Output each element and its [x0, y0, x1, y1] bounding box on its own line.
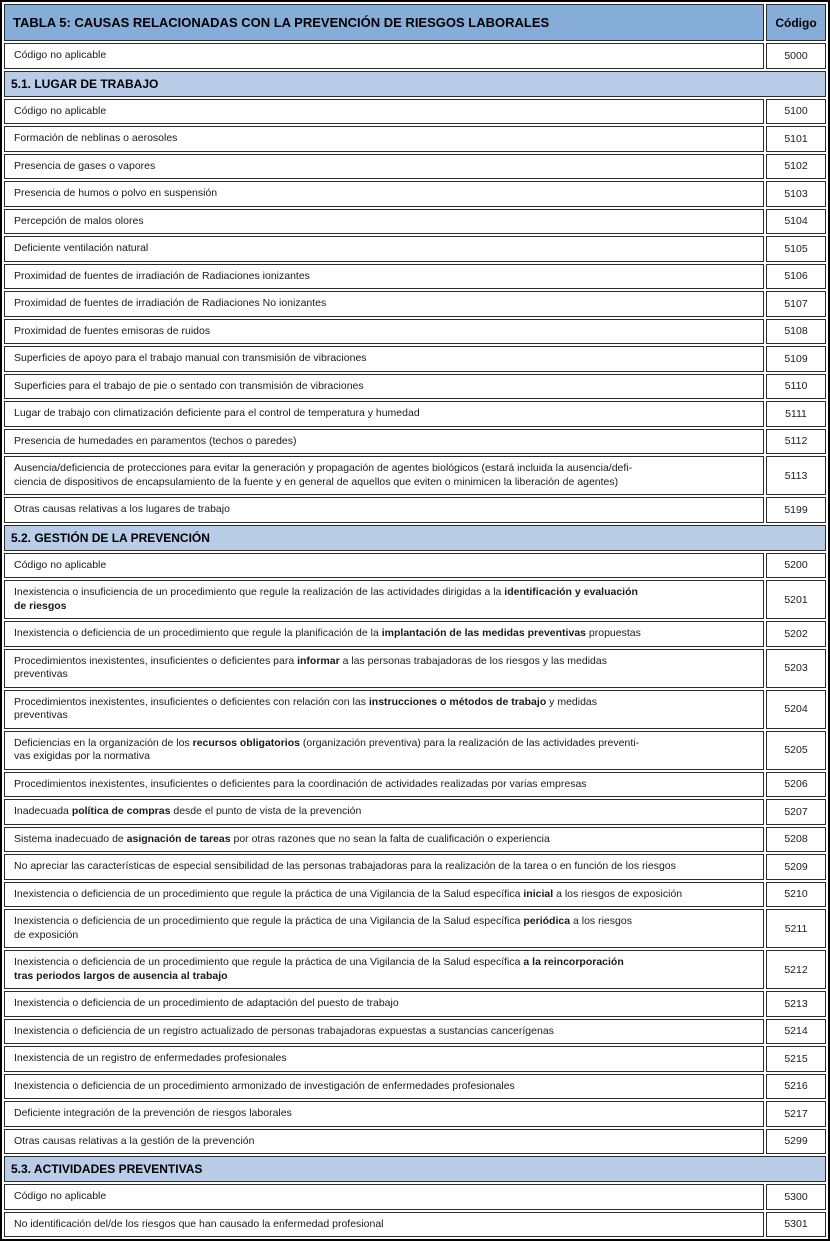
cause-text: Lugar de trabajo con climatización deficiente para el control de temperatura y humedad	[14, 407, 420, 419]
cause-text: Superficies de apoyo para el trabajo manual con transmisión de vibraciones	[14, 352, 367, 364]
cause-text: Deficiente integración de la prevención de riesgos laborales	[14, 1107, 292, 1119]
cause-text: Proximidad de fuentes de irradiación de Radiaciones ionizantes	[14, 269, 310, 282]
table-row	[4, 731, 826, 770]
cause-cell	[4, 621, 764, 647]
table-row	[4, 827, 826, 853]
cause-cell	[4, 1212, 764, 1238]
code-cell: 5300	[766, 1184, 826, 1210]
code-cell: 5105	[766, 236, 826, 262]
table-row	[4, 799, 826, 825]
cause-text: Inexistencia o deficiencia de un procedimiento que regule la práctica de una Vigilancia de la Salud específica	[14, 887, 524, 900]
table-row	[4, 882, 826, 908]
table-row	[4, 154, 826, 180]
cause-cell	[4, 497, 764, 523]
table-row	[4, 690, 826, 729]
cause-text: y medidas	[546, 695, 598, 708]
cause-cell	[4, 209, 764, 235]
cause-text-bold: tras periodos largos de ausencia al trabajo	[14, 969, 228, 982]
table-row	[4, 553, 826, 579]
code-cell: 5208	[766, 827, 826, 853]
cause-text: Procedimientos inexistentes, insuficientes o deficientes con relación con las	[14, 695, 369, 708]
cause-cell	[4, 1184, 764, 1210]
cause-cell	[4, 580, 764, 619]
table-row	[4, 1184, 826, 1210]
code-cell: 5101	[766, 126, 826, 152]
cause-text: a los riesgos	[570, 915, 632, 927]
cause-text: propuestas	[586, 627, 641, 639]
table-row	[4, 1019, 826, 1045]
cause-text: por otras razones que no sean la falta de cualificación o experiencia	[230, 832, 550, 845]
cause-text: Código no aplicable	[14, 104, 107, 117]
code-cell: 5108	[766, 319, 826, 345]
cause-text: Deficiencias en la organización de los	[14, 736, 193, 749]
cause-text-bold: implantación de las medidas preventivas	[381, 627, 586, 639]
cause-cell	[4, 991, 764, 1017]
cause-text: Inexistencia o deficiencia de un procedimiento que regule la planificación de la	[14, 627, 382, 639]
cause-text: preventivas	[14, 668, 68, 680]
table-row	[4, 99, 826, 125]
cause-cell	[4, 319, 764, 345]
cause-text: Sistema inadecuado de	[14, 832, 127, 845]
section-label: 5.1. LUGAR DE TRABAJO	[4, 71, 826, 97]
table-row	[4, 43, 826, 69]
code-cell: 5211	[766, 909, 826, 948]
code-cell: 5200	[766, 553, 826, 579]
cause-text: Procedimientos inexistentes, insuficientes o deficientes para	[14, 654, 298, 667]
code-cell: 5000	[766, 43, 826, 69]
cause-text: a las personas trabajadoras de los riesgos y las medidas	[339, 654, 607, 667]
cause-text: Código no aplicable	[14, 49, 107, 61]
cause-cell	[4, 456, 764, 495]
cause-text: a los riesgos de exposición	[553, 887, 683, 900]
cause-cell	[4, 772, 764, 798]
code-cell: 5207	[766, 799, 826, 825]
code-cell: 5100	[766, 99, 826, 125]
code-cell: 5206	[766, 772, 826, 798]
table-row	[4, 1074, 826, 1100]
table-header	[4, 4, 826, 41]
table-row	[4, 346, 826, 372]
cause-cell	[4, 909, 764, 948]
code-cell: 5109	[766, 346, 826, 372]
cause-cell	[4, 401, 764, 427]
cause-text: Proximidad de fuentes emisoras de ruidos	[14, 324, 211, 337]
cause-cell	[4, 126, 764, 152]
cause-cell	[4, 43, 764, 69]
cause-cell	[4, 731, 764, 770]
table-row	[4, 909, 826, 948]
cause-text: Inadecuada	[14, 805, 72, 817]
table-row	[4, 497, 826, 523]
cause-text: Inexistencia o deficiencia de un procedimiento que regule la práctica de una Vigilancia de la Salud específica	[14, 915, 524, 927]
cause-text-bold: instrucciones o métodos de trabajo	[368, 695, 547, 708]
cause-cell	[4, 99, 764, 125]
cause-cell	[4, 291, 764, 317]
cause-cell	[4, 374, 764, 400]
cause-text: (organización preventiva) para la realización de las actividades preventi-	[299, 736, 640, 749]
cause-text: Inexistencia o insuficiencia de un procedimiento que regule la realización de las actividades dirigidas a la	[14, 586, 505, 598]
table-row	[4, 401, 826, 427]
cause-text: No identificación del/de los riesgos que han causado la enfermedad profesional	[14, 1217, 384, 1230]
cause-text: Procedimientos inexistentes, insuficientes o deficientes para la coordinación de actividades realizadas por varias empresas	[14, 777, 587, 790]
cause-text: Presencia de humedades en paramentos (techos o paredes)	[14, 434, 297, 447]
table-row	[4, 291, 826, 317]
cause-text-bold: de riesgos	[14, 599, 67, 612]
cause-text: vas exigidas por la normativa	[14, 750, 150, 762]
code-cell: 5215	[766, 1046, 826, 1072]
code-cell: 5301	[766, 1212, 826, 1238]
cause-text: Inexistencia o deficiencia de un procedimiento que regule la práctica de una Vigilancia de la Salud específica	[14, 956, 524, 968]
table-row	[4, 126, 826, 152]
table-row	[4, 991, 826, 1017]
cause-cell	[4, 1074, 764, 1100]
table-title: TABLA 5: CAUSAS RELACIONADAS CON LA PREVENCIÓN DE RIESGOS LABORALES	[4, 4, 764, 41]
cause-text-bold: a la reincorporación	[523, 956, 624, 968]
table-row	[4, 772, 826, 798]
cause-text-bold: asignación de tareas	[126, 832, 231, 845]
section-label: 5.3. ACTIVIDADES PREVENTIVAS	[4, 1156, 826, 1182]
cause-cell	[4, 799, 764, 825]
cause-text: Formación de neblinas o aerosoles	[14, 132, 178, 144]
cause-cell	[4, 649, 764, 688]
cause-cell	[4, 854, 764, 880]
cause-text: Inexistencia o deficiencia de un procedimiento armonizado de investigación de enfermedades profesionales	[14, 1079, 515, 1092]
table-row	[4, 1046, 826, 1072]
code-cell: 5106	[766, 264, 826, 290]
table-row	[4, 181, 826, 207]
code-cell: 5299	[766, 1129, 826, 1155]
table-row	[4, 621, 826, 647]
code-cell: 5212	[766, 950, 826, 989]
cause-text-bold: inicial	[523, 887, 554, 900]
cause-cell	[4, 882, 764, 908]
table-row	[4, 1212, 826, 1238]
cause-cell	[4, 154, 764, 180]
code-cell: 5205	[766, 731, 826, 770]
cause-cell	[4, 1019, 764, 1045]
section-label: 5.2. GESTIÓN DE LA PREVENCIÓN	[4, 525, 826, 551]
section-row	[4, 71, 826, 97]
table-row	[4, 456, 826, 495]
cause-cell	[4, 346, 764, 372]
table-body	[4, 43, 826, 1237]
cause-text-bold: política de compras	[71, 805, 171, 817]
header-row	[4, 4, 826, 41]
cause-cell	[4, 950, 764, 989]
cause-cell	[4, 1129, 764, 1155]
table-row	[4, 854, 826, 880]
cause-text: Código no aplicable	[14, 558, 107, 571]
cause-cell	[4, 1101, 764, 1127]
code-cell: 5209	[766, 854, 826, 880]
cause-text: Inexistencia de un registro de enfermedades profesionales	[14, 1052, 287, 1064]
code-cell: 5214	[766, 1019, 826, 1045]
cause-cell	[4, 1046, 764, 1072]
code-cell: 5102	[766, 154, 826, 180]
cause-text: ciencia de dispositivos de encapsulamiento de la fuente y en general de aquellos que eviten o minimicen la liberación de agentes)	[14, 475, 619, 488]
code-column-header: Código	[766, 4, 826, 41]
cause-cell	[4, 690, 764, 729]
cause-text-bold: periódica	[523, 915, 571, 927]
cause-cell	[4, 181, 764, 207]
cause-cell	[4, 236, 764, 262]
code-cell: 5203	[766, 649, 826, 688]
code-cell: 5199	[766, 497, 826, 523]
table-row	[4, 319, 826, 345]
cause-text: Superficies para el trabajo de pie o sentado con transmisión de vibraciones	[14, 379, 364, 392]
section-row	[4, 525, 826, 551]
cause-cell	[4, 429, 764, 455]
table-row	[4, 1129, 826, 1155]
table-row	[4, 649, 826, 688]
table-row	[4, 429, 826, 455]
cause-text: Otras causas relativas a los lugares de trabajo	[14, 503, 230, 515]
cause-text-bold: recursos obligatorios	[192, 736, 300, 749]
table-row	[4, 1101, 826, 1127]
table-row	[4, 236, 826, 262]
cause-text-bold: informar	[297, 654, 340, 667]
cause-text: Percepción de malos olores	[14, 214, 144, 227]
code-cell: 5210	[766, 882, 826, 908]
cause-text: Proximidad de fuentes de irradiación de Radiaciones No ionizantes	[14, 297, 327, 309]
code-cell: 5217	[766, 1101, 826, 1127]
cause-cell	[4, 264, 764, 290]
code-cell: 5213	[766, 991, 826, 1017]
cause-cell	[4, 827, 764, 853]
code-cell: 5111	[766, 401, 826, 427]
cause-text: Inexistencia o deficiencia de un procedimiento de adaptación del puesto de trabajo	[14, 997, 399, 1009]
table-row	[4, 950, 826, 989]
cause-cell	[4, 553, 764, 579]
cause-text: de exposición	[14, 928, 79, 941]
table-row	[4, 264, 826, 290]
cause-text: Presencia de gases o vapores	[14, 159, 156, 172]
cause-text-bold: identificación y evaluación	[504, 586, 638, 598]
cause-text: Presencia de humos o polvo en suspensión	[14, 187, 218, 199]
code-cell: 5201	[766, 580, 826, 619]
code-cell: 5107	[766, 291, 826, 317]
code-cell: 5104	[766, 209, 826, 235]
table-row	[4, 209, 826, 235]
cause-text: Deficiente ventilación natural	[14, 242, 149, 254]
cause-text: desde el punto de vista de la prevención	[170, 805, 362, 817]
cause-text: No apreciar las características de especial sensibilidad de las personas trabajadoras para la realización de la tarea o en función de los riesgos	[14, 860, 676, 872]
cause-text: preventivas	[14, 709, 68, 721]
code-cell: 5112	[766, 429, 826, 455]
cause-text: Código no aplicable	[14, 1190, 107, 1202]
code-cell: 5202	[766, 621, 826, 647]
table-row	[4, 374, 826, 400]
code-cell: 5110	[766, 374, 826, 400]
section-row	[4, 1156, 826, 1182]
code-cell: 5204	[766, 690, 826, 729]
code-cell: 5103	[766, 181, 826, 207]
cause-text: Ausencia/deficiencia de protecciones para evitar la generación y propagación de agentes biológicos (estará incluida la ausencia/defi-	[14, 462, 633, 474]
cause-text: Otras causas relativas a la gestión de la prevención	[14, 1134, 255, 1147]
code-cell: 5113	[766, 456, 826, 495]
cause-text: Inexistencia o deficiencia de un registro actualizado de personas trabajadoras expuestas a sustancias cancerígenas	[14, 1024, 554, 1037]
table-row	[4, 580, 826, 619]
code-cell: 5216	[766, 1074, 826, 1100]
